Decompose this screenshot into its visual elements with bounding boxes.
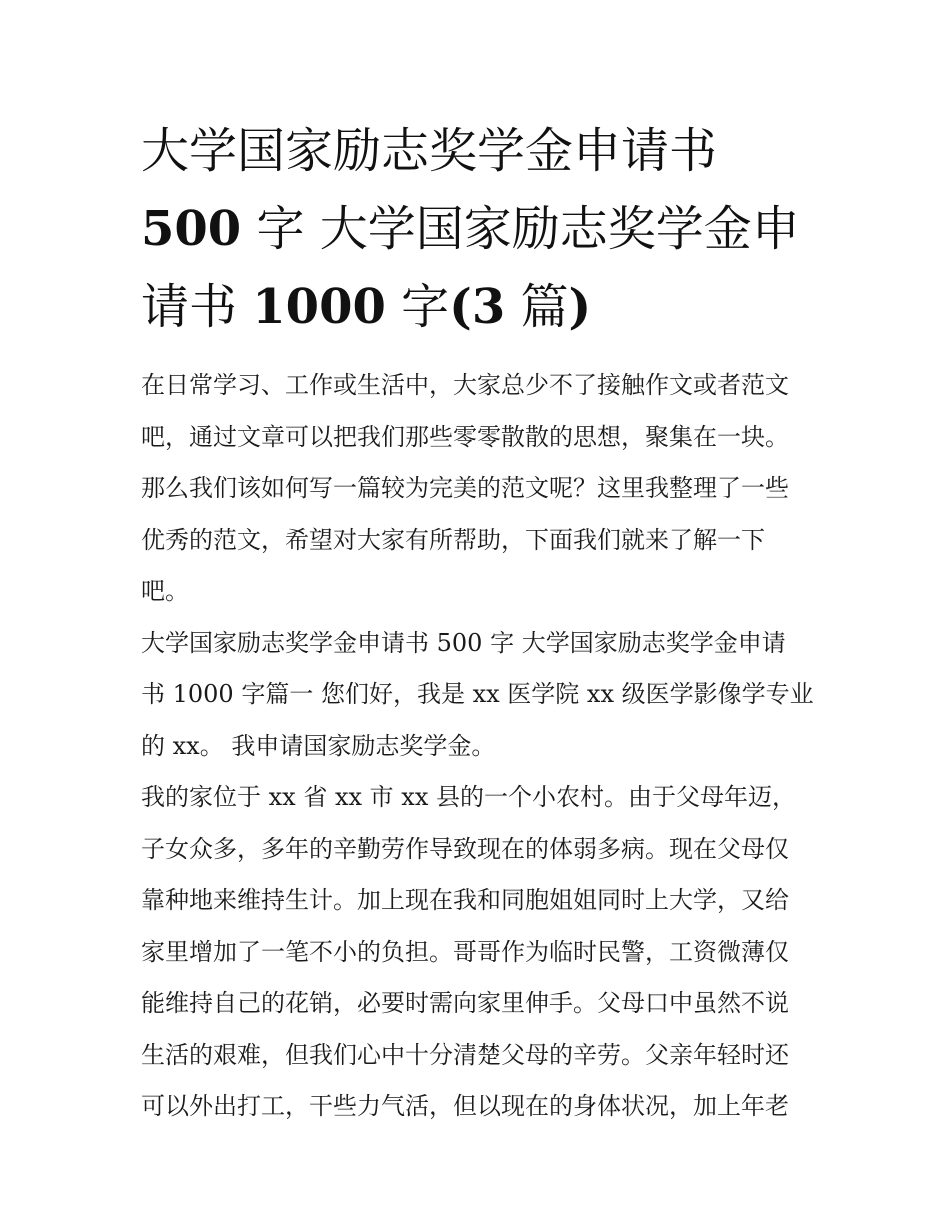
paragraph-line: 子女众多，多年的辛勤劳作导致现在的体弱多病。现在父母仅 (141, 834, 789, 863)
body-paragraph (141, 772, 821, 1133)
paragraph-line: 的 xx。 我申请国家励志奖学金。 (141, 731, 496, 760)
paragraph-line: 靠种地来维持生计。加上现在我和同胞姐姐同时上大学，又给 (141, 886, 789, 914)
title-line-2: 500 字 大学国家励志奖学金申 (141, 201, 800, 257)
paragraph-line: 优秀的范文，希望对大家有所帮助，下面我们就来了解一下 (141, 525, 765, 554)
document-title (141, 112, 821, 346)
paragraph-line: 吧。 (141, 577, 189, 605)
document-content (141, 112, 821, 1133)
title-line-3: 请书 1000 字(3 篇) (141, 279, 592, 335)
paragraph-line: 家里增加了一笔不小的负担。哥哥作为临时民警，工资微薄仅 (141, 937, 789, 966)
paragraph-line: 在日常学习、工作或生活中，大家总少不了接触作文或者范文 (141, 371, 789, 399)
paragraph-line: 可以外出打工，干些力气活，但以现在的身体状况，加上年老 (141, 1092, 789, 1120)
paragraph-line: 能维持自己的花销，必要时需向家里伸手。父母口中虽然不说 (141, 989, 789, 1017)
title-line-1: 大学国家励志奖学金申请书 (141, 123, 718, 179)
paragraph-line: 我的家位于 xx 省 xx 市 xx 县的一个小农村。由于父母年迈， (141, 783, 796, 811)
heading-paragraph (141, 618, 821, 773)
paragraph-line: 大学国家励志奖学金申请书 500 字 大学国家励志奖学金申请 (141, 628, 786, 657)
paragraph-line: 那么我们该如何写一篇较为完美的范文呢？这里我整理了一些 (141, 474, 789, 502)
paragraph-line: 吧，通过文章可以把我们那些零零散散的思想，聚集在一块。 (141, 422, 789, 451)
paragraph-line: 生活的艰难，但我们心中十分清楚父母的辛劳。父亲年轻时还 (141, 1040, 789, 1069)
paragraph-line: 书 1000 字篇一 您们好，我是 xx 医学院 xx 级医学影像学专业 (141, 680, 814, 708)
intro-paragraph (141, 360, 821, 618)
